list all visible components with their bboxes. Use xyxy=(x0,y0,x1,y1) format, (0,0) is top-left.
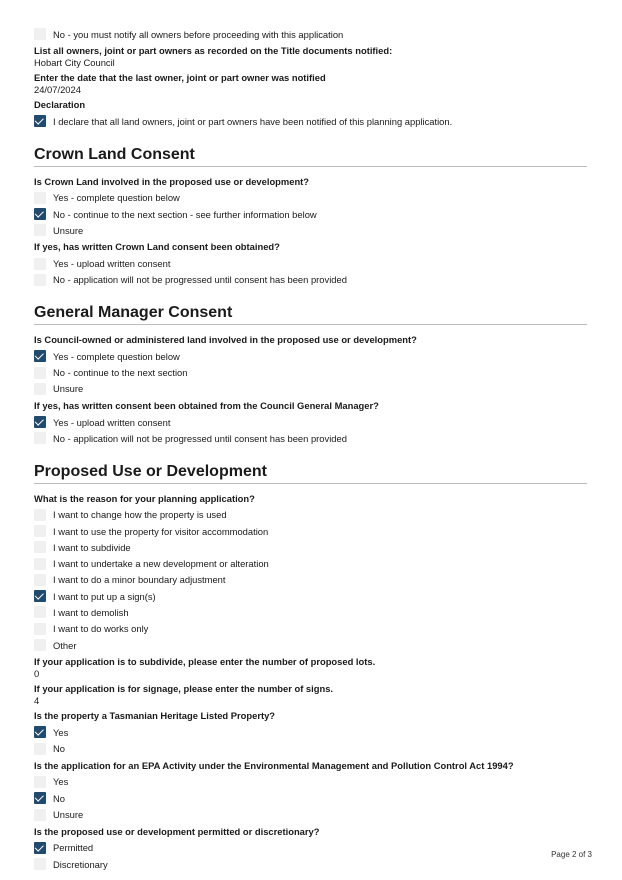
checkbox[interactable] xyxy=(34,383,46,395)
signs-value: 4 xyxy=(34,695,40,707)
lots-value: 0 xyxy=(34,668,40,680)
permit-question: Is the proposed use or development permitted or discretionary? xyxy=(34,825,320,837)
checkbox[interactable] xyxy=(34,432,46,444)
option-row[interactable] xyxy=(34,523,587,539)
option-row[interactable] xyxy=(34,555,587,571)
option-row[interactable] xyxy=(34,539,587,555)
option-label: Unsure xyxy=(53,383,84,395)
option-label: Yes - upload written consent xyxy=(53,416,171,428)
option-row[interactable] xyxy=(34,741,587,757)
checkbox[interactable] xyxy=(34,192,46,204)
option-row[interactable] xyxy=(34,790,587,806)
checked-checkbox[interactable] xyxy=(34,208,46,220)
checked-checkbox[interactable] xyxy=(34,350,46,362)
checkbox[interactable] xyxy=(34,809,46,821)
option-row[interactable] xyxy=(34,637,587,653)
option-row[interactable] xyxy=(34,206,587,222)
checkbox[interactable] xyxy=(34,525,46,537)
option-row[interactable] xyxy=(34,222,587,238)
option-label: No xyxy=(53,743,65,755)
option-label: Yes xyxy=(53,776,69,788)
lots-label: If your application is to subdivide, please enter the number of proposed lots. xyxy=(34,656,376,668)
signs-label: If your application is for signage, please enter the number of signs. xyxy=(34,683,334,695)
checkbox[interactable] xyxy=(34,274,46,286)
heritage-question: Is the property a Tasmanian Heritage Listed Property? xyxy=(34,710,276,722)
option-row[interactable] xyxy=(34,774,587,790)
checkbox[interactable] xyxy=(34,858,46,870)
section-title-general-manager: General Manager Consent xyxy=(34,303,587,325)
option-label: I want to change how the property is used xyxy=(53,509,227,521)
option-list xyxy=(34,255,587,288)
option-label: Discretionary xyxy=(53,858,108,870)
checkbox[interactable] xyxy=(34,574,46,586)
section-title-proposed-use: Proposed Use or Development xyxy=(34,462,587,484)
owners-label: List all owners, joint or part owners as recorded on the Title documents notified: xyxy=(34,45,393,57)
option-list xyxy=(34,507,587,654)
question: If yes, has written Crown Land consent been obtained? xyxy=(34,241,280,253)
option-row[interactable] xyxy=(34,272,587,288)
checkbox[interactable] xyxy=(34,509,46,521)
option-label: No xyxy=(53,792,65,804)
epa-question: Is the application for an EPA Activity under the Environmental Management and Pollution Control Act 1994? xyxy=(34,759,514,771)
declaration-label: Declaration xyxy=(34,99,86,111)
option-label: No - continue to the next section - see further information below xyxy=(53,208,317,220)
form-page xyxy=(34,26,587,872)
option-list xyxy=(34,724,587,757)
checked-checkbox[interactable] xyxy=(34,590,46,602)
checkbox[interactable] xyxy=(34,541,46,553)
option-label: Yes xyxy=(53,726,69,738)
option-label: Unsure xyxy=(53,224,84,236)
option-label: Yes - complete question below xyxy=(53,192,180,204)
option-row[interactable] xyxy=(34,840,587,856)
question: What is the reason for your planning application? xyxy=(34,492,255,504)
notify-option[interactable] xyxy=(34,26,587,42)
checkbox[interactable] xyxy=(34,558,46,570)
page-number: Page 2 of 3 xyxy=(551,850,592,859)
checked-checkbox[interactable] xyxy=(34,792,46,804)
option-label: No - application will not be progressed until consent has been provided xyxy=(53,274,347,286)
checkbox[interactable] xyxy=(34,606,46,618)
option-list xyxy=(34,348,587,397)
option-label: Other xyxy=(53,639,77,651)
checkbox[interactable] xyxy=(34,639,46,651)
option-list xyxy=(34,840,587,873)
option-list xyxy=(34,414,587,447)
option-label: Permitted xyxy=(53,842,94,854)
date-label: Enter the date that the last owner, joint or part owner was notified xyxy=(34,72,326,84)
option-row[interactable] xyxy=(34,621,587,637)
question: Is Crown Land involved in the proposed use or development? xyxy=(34,175,310,187)
option-label: I want to do a minor boundary adjustment xyxy=(53,574,226,586)
option-label: No - application will not be progressed until consent has been provided xyxy=(53,432,347,444)
checkbox[interactable] xyxy=(34,623,46,635)
option-label: No - you must notify all owners before proceeding with this application xyxy=(53,28,344,40)
option-row[interactable] xyxy=(34,414,587,430)
option-row[interactable] xyxy=(34,348,587,364)
date-value: 24/07/2024 xyxy=(34,84,81,96)
option-list xyxy=(34,190,587,239)
option-label: I want to demolish xyxy=(53,606,129,618)
checkbox[interactable] xyxy=(34,258,46,270)
checkbox[interactable] xyxy=(34,115,46,127)
declaration-option[interactable] xyxy=(34,113,587,129)
checkbox[interactable] xyxy=(34,776,46,788)
checked-checkbox[interactable] xyxy=(34,842,46,854)
option-label: I want to use the property for visitor accommodation xyxy=(53,525,269,537)
option-row[interactable] xyxy=(34,572,587,588)
option-row[interactable] xyxy=(34,430,587,446)
option-row[interactable] xyxy=(34,190,587,206)
owners-value: Hobart City Council xyxy=(34,57,115,69)
option-label: I declare that all land owners, joint or part owners have been notified of this planning application. xyxy=(53,115,453,127)
option-label: I want to undertake a new development or alteration xyxy=(53,558,269,570)
option-list xyxy=(34,774,587,823)
question: If yes, has written consent been obtained from the Council General Manager? xyxy=(34,399,379,411)
checkbox[interactable] xyxy=(34,367,46,379)
option-label: Unsure xyxy=(53,809,84,821)
option-row[interactable] xyxy=(34,724,587,740)
option-label: Yes - complete question below xyxy=(53,350,180,362)
checkbox[interactable] xyxy=(34,224,46,236)
option-row[interactable] xyxy=(34,507,587,523)
option-label: No - continue to the next section xyxy=(53,367,188,379)
option-row[interactable] xyxy=(34,604,587,620)
question: Is Council-owned or administered land involved in the proposed use or development? xyxy=(34,334,417,346)
option-label: I want to subdivide xyxy=(53,541,131,553)
checkbox[interactable] xyxy=(34,743,46,755)
option-row[interactable] xyxy=(34,255,587,271)
option-row[interactable] xyxy=(34,381,587,397)
option-label: Yes - upload written consent xyxy=(53,258,171,270)
option-row[interactable] xyxy=(34,364,587,380)
checked-checkbox[interactable] xyxy=(34,726,46,738)
option-label: I want to put up a sign(s) xyxy=(53,590,156,602)
checkbox[interactable] xyxy=(34,28,46,40)
option-row[interactable] xyxy=(34,856,587,872)
section-title-crown-land: Crown Land Consent xyxy=(34,145,587,167)
option-label: I want to do works only xyxy=(53,623,149,635)
option-row[interactable] xyxy=(34,588,587,604)
option-row[interactable] xyxy=(34,806,587,822)
checked-checkbox[interactable] xyxy=(34,416,46,428)
